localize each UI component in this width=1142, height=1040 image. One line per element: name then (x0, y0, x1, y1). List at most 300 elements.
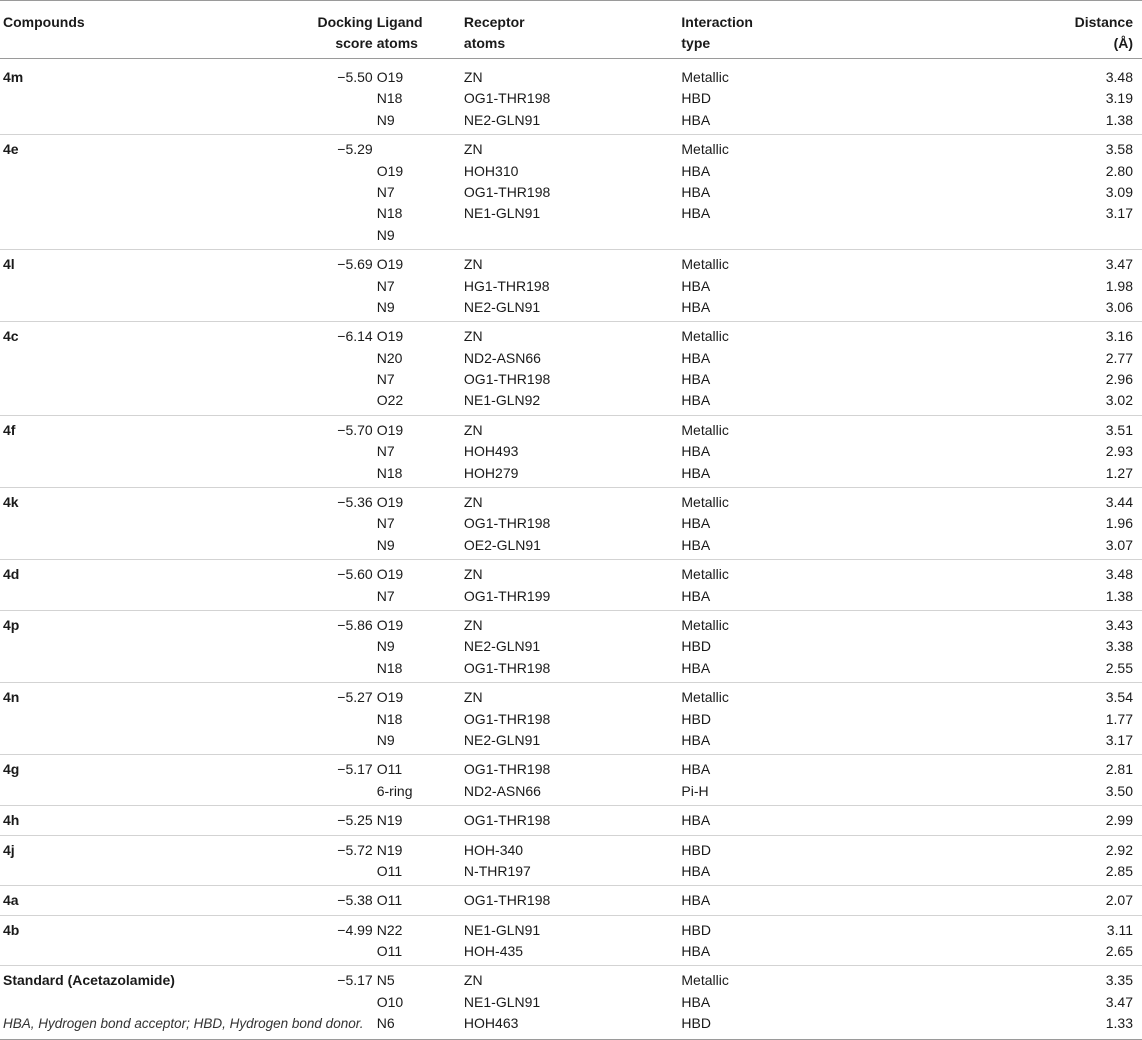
compound-cell (0, 886, 243, 915)
compound-cell-text: 4g (3, 761, 20, 778)
distance-cell-value: 2.65 (1105, 943, 1133, 960)
distance-cell-value: 2.93 (1105, 443, 1133, 460)
ligand-atoms-cell-value: O19 (376, 566, 404, 583)
receptor-atoms-cell-value: ZN (463, 616, 483, 633)
docking-score-cell-text: −5.25 (337, 812, 373, 829)
interaction-type-cell-value: HBD (681, 710, 711, 727)
header-docking-score (243, 1, 375, 59)
distance-cell-value: 3.48 (1105, 566, 1133, 583)
distance-cell-value: 1.96 (1105, 515, 1133, 532)
compound-cell-text: Standard (Acetazolamide) (3, 972, 175, 989)
interaction-type-cell-value: HBA (681, 205, 711, 222)
docking-score-cell-text: −6.14 (337, 328, 373, 345)
distance-cell-value: 1.38 (1105, 587, 1133, 604)
interaction-type-cell-value: Metallic (681, 141, 729, 158)
docking-score-cell-text: −5.17 (337, 972, 373, 989)
distance-cell-value: 3.11 (1106, 921, 1133, 938)
distance-cell-value: 3.17 (1105, 731, 1133, 748)
interaction-type-cell (681, 886, 910, 915)
receptor-atoms-cell-value: NE1-GLN92 (463, 392, 541, 409)
interaction-type-cell-value: Metallic (681, 69, 729, 85)
receptor-atoms-cell-value: ZN (463, 421, 483, 438)
ligand-atoms-cell-value: N9 (376, 638, 395, 655)
interaction-type-cell-value: HBA (681, 392, 711, 409)
header-interaction-type (681, 1, 910, 59)
receptor-atoms-cell-value: NE2-GLN91 (463, 111, 541, 128)
distance-cell (910, 322, 1142, 416)
distance-cell-value: 3.48 (1105, 69, 1133, 85)
distance-cell (910, 250, 1142, 322)
ligand-atoms-cell-value: N19 (376, 841, 403, 858)
distance-cell (910, 915, 1142, 966)
table-row (0, 886, 1142, 915)
header-line: Compounds (3, 14, 85, 30)
receptor-atoms-cell-value: HOH-340 (463, 841, 524, 858)
distance-cell-value: 3.35 (1105, 972, 1133, 989)
compound-cell-text: 4m (3, 69, 24, 85)
receptor-atoms-cell-value: ZN (463, 141, 483, 158)
interaction-type-cell (681, 560, 910, 611)
compound-cell (0, 683, 243, 755)
receptor-atoms-cell-value: ZN (463, 328, 483, 345)
distance-cell-value: 3.19 (1105, 90, 1133, 107)
header-line: score (335, 34, 373, 51)
compound-cell (0, 250, 243, 322)
table-row (0, 59, 1142, 135)
interaction-type-cell-value: Metallic (681, 494, 729, 511)
header-line: Ligand (376, 14, 423, 30)
distance-cell-value: 3.50 (1105, 782, 1133, 799)
ligand-atoms-cell-value (377, 139, 464, 160)
receptor-atoms-cell-value: HOH310 (463, 162, 519, 179)
interaction-type-cell-value: HBA (681, 162, 711, 179)
interaction-type-cell (681, 915, 910, 966)
interaction-type-cell (681, 322, 910, 416)
interaction-type-cell (681, 806, 910, 835)
compound-cell (0, 806, 243, 835)
interaction-type-cell-value: HBA (681, 862, 711, 879)
interaction-type-cell-value: HBA (681, 812, 711, 829)
header-line: Receptor (463, 14, 525, 30)
interaction-type-cell (681, 966, 910, 1039)
distance-cell-value: 3.47 (1105, 256, 1133, 273)
docking-score-cell (243, 886, 375, 915)
receptor-atoms-cell (464, 250, 681, 322)
table-row (0, 250, 1142, 322)
distance-cell-value: 2.85 (1105, 862, 1133, 879)
receptor-atoms-cell (464, 135, 681, 250)
distance-cell-value: 2.80 (1105, 162, 1133, 179)
ligand-atoms-cell-value: N5 (376, 972, 395, 989)
distance-cell (910, 886, 1142, 915)
receptor-atoms-cell-value: ZN (463, 494, 483, 511)
receptor-atoms-cell-value: OE2-GLN91 (463, 536, 541, 553)
interaction-type-cell (681, 683, 910, 755)
docking-score-cell-text: −5.29 (337, 141, 373, 158)
interaction-type-cell-value: Metallic (681, 616, 729, 633)
interaction-type-cell-value: Pi-H (681, 782, 709, 799)
interaction-type-cell-value: HBA (681, 993, 711, 1010)
docking-score-cell (243, 488, 375, 560)
receptor-atoms-cell (464, 610, 681, 682)
interaction-type-cell-value: HBA (681, 371, 711, 388)
ligand-atoms-cell-value: O11 (376, 943, 403, 960)
receptor-atoms-cell-value: OG1-THR198 (463, 892, 551, 909)
ligand-atoms-cell-value: N18 (376, 659, 403, 676)
distance-cell-value: 3.51 (1105, 421, 1133, 438)
distance-cell (910, 610, 1142, 682)
compound-cell (0, 135, 243, 250)
table-body (0, 59, 1142, 1040)
compound-cell (0, 560, 243, 611)
ligand-atoms-cell-value: O10 (376, 993, 404, 1010)
distance-cell-value: 3.54 (1105, 689, 1133, 706)
ligand-atoms-cell-value: N7 (376, 443, 395, 460)
ligand-atoms-cell-value: O22 (376, 392, 404, 409)
interaction-type-cell (681, 415, 910, 487)
compound-cell (0, 915, 243, 966)
ligand-atoms-cell (375, 59, 464, 135)
receptor-atoms-cell (464, 835, 681, 886)
receptor-atoms-cell-value: NE1-GLN91 (463, 921, 541, 938)
distance-cell (910, 135, 1142, 250)
header-line: atoms (376, 34, 418, 51)
interaction-type-cell-value: HBA (681, 464, 711, 481)
interaction-type-cell (681, 610, 910, 682)
ligand-atoms-cell-value: O11 (376, 761, 403, 778)
receptor-atoms-cell-value: ZN (463, 972, 483, 989)
header-line: type (681, 34, 711, 51)
docking-score-cell (243, 610, 375, 682)
docking-score-cell-text: −5.50 (337, 69, 373, 85)
distance-cell-value: 3.09 (1105, 183, 1133, 200)
interaction-type-cell-value: Metallic (681, 328, 729, 345)
interaction-type-cell-value: HBA (681, 659, 711, 676)
distance-cell-value: 1.27 (1105, 464, 1133, 481)
distance-cell (910, 683, 1142, 755)
docking-score-cell-text: −5.70 (337, 421, 373, 438)
interaction-type-cell-value: HBA (681, 183, 711, 200)
header-ligand-atoms (375, 1, 464, 59)
distance-cell-value: 3.16 (1105, 328, 1133, 345)
interaction-type-cell-value: Metallic (681, 421, 729, 438)
receptor-atoms-cell-value: HOH279 (463, 464, 519, 481)
receptor-atoms-cell-value: OG1-THR198 (463, 761, 551, 778)
compound-cell (0, 835, 243, 886)
receptor-atoms-cell-value: OG1-THR198 (463, 710, 551, 727)
ligand-atoms-cell-value: N18 (376, 710, 403, 727)
interaction-type-cell-value (681, 225, 910, 246)
distance-cell-value: 1.98 (1105, 277, 1133, 294)
ligand-atoms-cell (375, 415, 464, 487)
compound-cell-text: 4p (3, 616, 20, 633)
ligand-atoms-cell-value: O19 (376, 69, 404, 85)
interaction-type-cell (681, 755, 910, 806)
distance-cell (910, 415, 1142, 487)
table-row (0, 755, 1142, 806)
docking-score-cell-text: −5.86 (337, 616, 373, 633)
docking-score-cell (243, 683, 375, 755)
receptor-atoms-cell-value: OG1-THR198 (463, 183, 551, 200)
interaction-type-cell-value: HBD (681, 90, 711, 107)
receptor-atoms-cell-value: OG1-THR198 (463, 90, 551, 107)
table-row (0, 610, 1142, 682)
ligand-atoms-cell (375, 488, 464, 560)
docking-score-cell-text: −5.38 (337, 892, 373, 909)
docking-score-cell (243, 415, 375, 487)
compound-cell-text: 4d (3, 566, 20, 583)
docking-score-cell (243, 250, 375, 322)
ligand-atoms-cell-value: N7 (376, 183, 395, 200)
table-row (0, 835, 1142, 886)
header-row (0, 1, 1142, 59)
interaction-type-cell (681, 59, 910, 135)
compound-cell-text: 4k (3, 494, 19, 511)
compound-cell-text: 4b (3, 921, 20, 938)
ligand-atoms-cell-value: N7 (376, 277, 395, 294)
ligand-atoms-cell-value: N18 (376, 90, 403, 107)
header-line: Docking (317, 14, 373, 30)
distance-cell-value: 3.02 (1105, 392, 1133, 409)
docking-score-cell (243, 560, 375, 611)
interaction-type-cell (681, 135, 910, 250)
receptor-atoms-cell (464, 488, 681, 560)
interaction-type-cell-value: HBA (681, 515, 711, 532)
interaction-type-cell-value: HBA (681, 761, 711, 778)
interaction-type-cell-value: HBA (681, 298, 711, 315)
docking-score-cell (243, 59, 375, 135)
receptor-atoms-cell (464, 915, 681, 966)
receptor-atoms-cell-value: NE2-GLN91 (463, 731, 541, 748)
ligand-atoms-cell-value: O19 (376, 328, 404, 345)
docking-score-cell (243, 806, 375, 835)
compound-cell-text: 4j (3, 841, 15, 858)
ligand-atoms-cell-value: 6-ring (376, 782, 413, 799)
table-footnote: HBA, Hydrogen bond acceptor; HBD, Hydrogen bond donor. (3, 1016, 364, 1031)
docking-score-cell-text: −5.60 (337, 566, 373, 583)
ligand-atoms-cell (375, 610, 464, 682)
ligand-atoms-cell-value: N20 (376, 349, 403, 366)
compound-cell-text: 4a (3, 892, 19, 909)
header-distance (910, 1, 1142, 59)
compound-cell (0, 755, 243, 806)
receptor-atoms-cell-value: HOH463 (463, 1015, 519, 1032)
docking-score-cell-text: −5.17 (337, 761, 373, 778)
docking-score-cell (243, 915, 375, 966)
distance-cell (910, 560, 1142, 611)
receptor-atoms-cell-value: N-THR197 (463, 862, 531, 879)
receptor-atoms-cell (464, 886, 681, 915)
distance-cell (910, 59, 1142, 135)
receptor-atoms-cell-value: ZN (463, 69, 483, 85)
interaction-type-cell (681, 488, 910, 560)
interaction-type-cell (681, 250, 910, 322)
ligand-atoms-cell-value: O11 (376, 862, 403, 879)
distance-cell (910, 755, 1142, 806)
interaction-type-cell-value: HBD (681, 921, 711, 938)
interaction-type-cell-value: Metallic (681, 566, 729, 583)
ligand-atoms-cell (375, 755, 464, 806)
table-row (0, 915, 1142, 966)
distance-cell-value: 1.33 (1105, 1015, 1133, 1032)
receptor-atoms-cell (464, 322, 681, 416)
interaction-type-cell-value: HBA (681, 731, 711, 748)
distance-cell-value: 1.77 (1105, 710, 1133, 727)
header-receptor-atoms (464, 1, 681, 59)
interaction-type-cell-value: HBA (681, 349, 711, 366)
distance-cell (910, 806, 1142, 835)
table-row (0, 415, 1142, 487)
distance-cell-value: 1.38 (1105, 111, 1133, 128)
receptor-atoms-cell-value: NE1-GLN91 (463, 993, 541, 1010)
receptor-atoms-cell-value (464, 225, 681, 246)
table-row (0, 560, 1142, 611)
compound-cell (0, 488, 243, 560)
ligand-atoms-cell-value: N9 (376, 111, 395, 128)
interaction-type-cell-value: HBD (681, 638, 711, 655)
interaction-type-cell-value: HBA (681, 587, 711, 604)
ligand-atoms-cell-value: O19 (376, 421, 404, 438)
table-row (0, 683, 1142, 755)
ligand-atoms-cell (375, 886, 464, 915)
distance-cell-value (910, 225, 1133, 246)
ligand-atoms-cell (375, 322, 464, 416)
receptor-atoms-cell-value: HOH493 (463, 443, 519, 460)
interaction-type-cell-value: HBD (681, 841, 711, 858)
interaction-type-cell-value: HBA (681, 443, 711, 460)
receptor-atoms-cell (464, 59, 681, 135)
distance-cell-value: 2.92 (1105, 841, 1133, 858)
ligand-atoms-cell-value: N6 (376, 1015, 395, 1032)
ligand-atoms-cell (375, 835, 464, 886)
compound-cell-text: 4l (3, 256, 15, 273)
receptor-atoms-cell-value: OG1-THR199 (463, 587, 551, 604)
distance-cell-value: 3.17 (1105, 205, 1133, 222)
docking-score-cell-text: −5.36 (337, 494, 373, 511)
ligand-atoms-cell (375, 250, 464, 322)
distance-cell-value: 3.44 (1105, 494, 1133, 511)
receptor-atoms-cell-value: ZN (463, 689, 483, 706)
receptor-atoms-cell-value: NE1-GLN91 (463, 205, 541, 222)
receptor-atoms-cell-value: OG1-THR198 (463, 371, 551, 388)
receptor-atoms-cell (464, 806, 681, 835)
distance-cell-value: 3.38 (1105, 638, 1133, 655)
header-compounds (0, 1, 243, 59)
receptor-atoms-cell-value: HOH-435 (463, 943, 524, 960)
docking-score-cell-text: −5.69 (337, 256, 373, 273)
interaction-type-cell-value: Metallic (681, 256, 729, 273)
docking-score-cell (243, 135, 375, 250)
ligand-atoms-cell-value: N18 (376, 464, 403, 481)
compound-cell (0, 59, 243, 135)
distance-cell (910, 835, 1142, 886)
receptor-atoms-cell-value: ND2-ASN66 (463, 782, 541, 799)
distance-cell (910, 488, 1142, 560)
distance-cell-value: 3.43 (1105, 616, 1133, 633)
ligand-atoms-cell-value: N18 (376, 205, 403, 222)
docking-score-cell (243, 322, 375, 416)
header-line: atoms (463, 34, 506, 51)
interaction-type-cell-value: HBD (681, 1015, 711, 1032)
interaction-type-cell-value: HBA (681, 111, 711, 128)
receptor-atoms-cell-value: ZN (463, 256, 483, 273)
ligand-atoms-cell-value: O19 (376, 689, 404, 706)
ligand-atoms-cell-value: N9 (376, 536, 395, 553)
ligand-atoms-cell-value: N9 (376, 298, 395, 315)
compound-cell-text: 4n (3, 689, 20, 706)
table-header (0, 1, 1142, 59)
table-row (0, 135, 1142, 250)
interaction-type-cell-value: Metallic (681, 689, 729, 706)
docking-score-cell-text: −5.27 (337, 689, 373, 706)
distance-cell-value: 3.06 (1105, 298, 1133, 315)
distance-cell (910, 966, 1142, 1039)
ligand-atoms-cell (375, 683, 464, 755)
receptor-atoms-cell (464, 683, 681, 755)
ligand-atoms-cell-value: N9 (376, 226, 395, 243)
ligand-atoms-cell-value: N19 (376, 812, 403, 829)
ligand-atoms-cell-value: O11 (376, 892, 403, 909)
compound-cell-text: 4e (3, 141, 19, 158)
table-row (0, 806, 1142, 835)
receptor-atoms-cell-value: NE2-GLN91 (463, 298, 541, 315)
receptor-atoms-cell-value: OG1-THR198 (463, 515, 551, 532)
compound-cell (0, 322, 243, 416)
distance-cell-value: 2.99 (1105, 812, 1133, 829)
ligand-atoms-cell-value: N7 (376, 587, 395, 604)
interaction-type-cell (681, 835, 910, 886)
distance-cell-value: 2.77 (1105, 349, 1133, 366)
docking-score-cell (243, 835, 375, 886)
ligand-atoms-cell-value: N7 (376, 515, 395, 532)
compound-cell-text: 4h (3, 812, 20, 829)
interaction-type-cell-value: HBA (681, 943, 711, 960)
receptor-atoms-cell-value: NE2-GLN91 (463, 638, 541, 655)
compound-cell-text: 4c (3, 328, 19, 345)
docking-score-cell-text: −4.99 (337, 921, 373, 938)
receptor-atoms-cell-value: OG1-THR198 (463, 659, 551, 676)
distance-cell-value: 2.55 (1105, 659, 1133, 676)
header-line: Distance (1074, 14, 1133, 30)
interaction-type-cell-value: HBA (681, 277, 711, 294)
receptor-atoms-cell-value: ND2-ASN66 (463, 349, 541, 366)
compound-cell-text: 4f (3, 421, 16, 438)
ligand-atoms-cell-value: N9 (376, 731, 395, 748)
table-row (0, 322, 1142, 416)
distance-cell-value: 2.81 (1105, 761, 1133, 778)
distance-cell-value: 2.07 (1105, 892, 1133, 909)
receptor-atoms-cell (464, 415, 681, 487)
ligand-atoms-cell-value: O19 (376, 494, 404, 511)
ligand-atoms-cell (375, 135, 464, 250)
docking-score-cell (243, 755, 375, 806)
header-line: Interaction (681, 14, 753, 30)
receptor-atoms-cell-value: ZN (463, 566, 483, 583)
ligand-atoms-cell (375, 966, 464, 1039)
distance-cell-value: 3.07 (1105, 536, 1133, 553)
receptor-atoms-cell-value: OG1-THR198 (463, 812, 551, 829)
ligand-atoms-cell (375, 915, 464, 966)
interaction-type-cell-value: HBA (681, 536, 711, 553)
distance-cell-value: 2.96 (1105, 371, 1133, 388)
receptor-atoms-cell (464, 966, 681, 1039)
docking-score-cell-text: −5.72 (337, 841, 373, 858)
receptor-atoms-cell (464, 560, 681, 611)
ligand-atoms-cell-value: N22 (376, 921, 403, 938)
receptor-atoms-cell (464, 755, 681, 806)
distance-cell-value: 3.47 (1105, 993, 1133, 1010)
distance-cell-value: 3.58 (1105, 141, 1133, 158)
